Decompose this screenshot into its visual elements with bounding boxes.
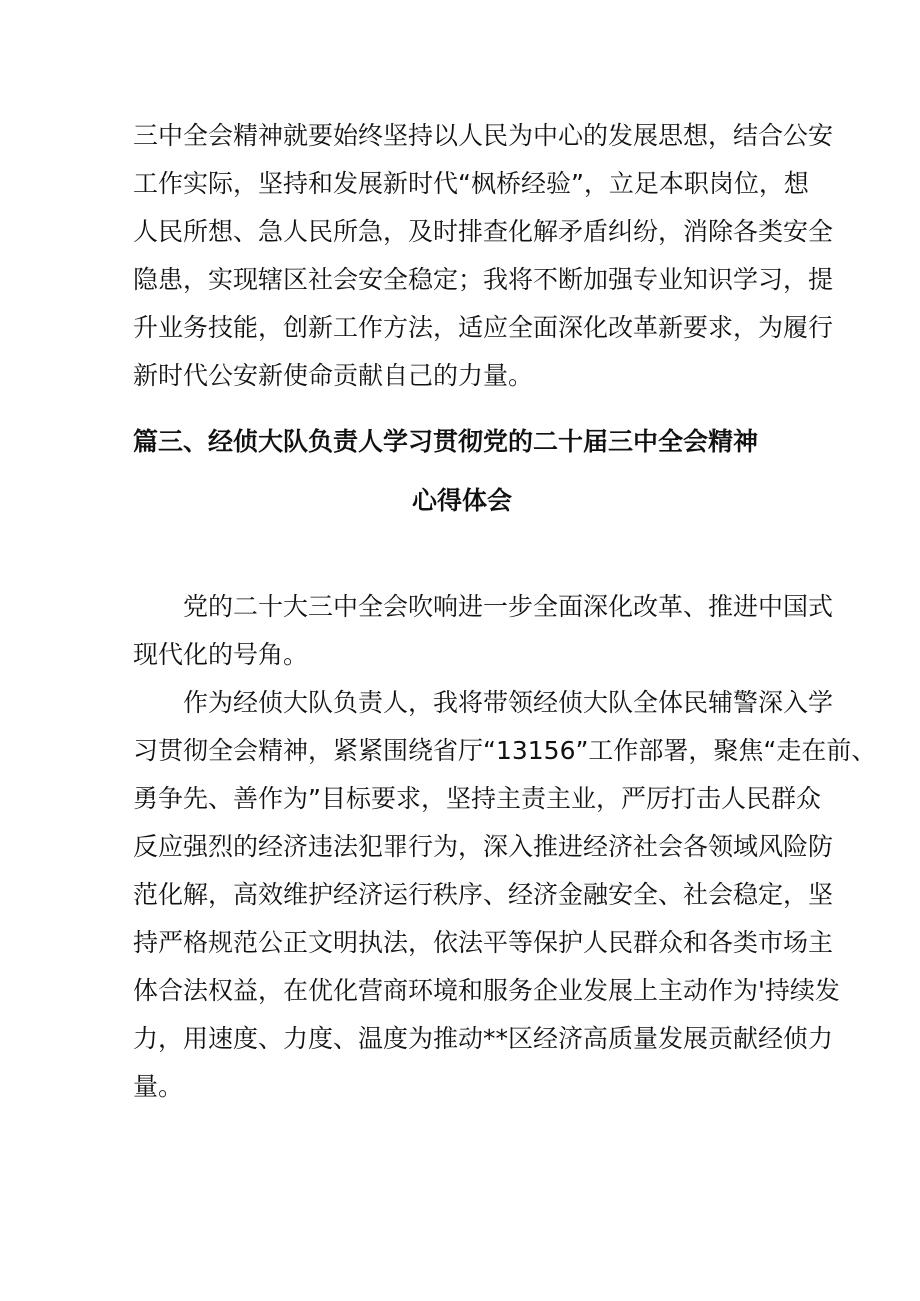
paragraph-line: 三中全会精神就要始终坚持以人民为中心的发展思想，结合公安: [133, 121, 834, 150]
paragraph-line: 力，用速度、力度、温度为推动**区经济高质量发展贡献经侦力: [133, 1024, 834, 1053]
paragraph-line: 量。: [133, 1072, 184, 1101]
paragraph-line: 持严格规范公正文明执法，依法平等保护人民群众和各类市场主: [133, 928, 834, 957]
section-heading-subtitle: 心得体会: [412, 486, 513, 515]
paragraph-line: 新时代公安新使命贡献自己的力量。: [133, 361, 534, 390]
paragraph-line: 作为经侦大队负责人，我将带领经侦大队全体民辅警深入学: [183, 688, 834, 717]
section-heading: 篇三、经侦大队负责人学习贯彻党的二十届三中全会精神: [133, 427, 759, 456]
paragraph-line: 党的二十大三中全会吹响进一步全面深化改革、推进中国式: [183, 592, 834, 621]
paragraph-line: 人民所想、急人民所急，及时排查化解矛盾纠纷，消除各类安全: [133, 217, 834, 246]
paragraph-line: 反应强烈的经济违法犯罪行为，深入推进经济社会各领域风险防: [133, 832, 834, 861]
paragraph-line: 工作实际，坚持和发展新时代“枫桥经验”，立足本职岗位，想: [133, 169, 809, 198]
paragraph-line: 升业务技能，创新工作方法，适应全面深化改革新要求，为履行: [133, 313, 834, 342]
intro-paragraph: [133, 112, 834, 400]
paragraph-line: 隐患，实现辖区社会安全稳定；我将不断加强专业知识学习，提: [133, 265, 834, 294]
paragraph-line: 习贯彻全会精神，紧紧围绕省厅“13156”工作部署，聚焦“走在前、: [133, 736, 877, 765]
paragraph-line: 体合法权益，在优化营商环境和服务企业发展上主动作为'持续发: [133, 976, 840, 1005]
paragraph-line: 现代化的号角。: [133, 640, 309, 669]
body-text: [133, 583, 877, 1111]
paragraph-line: 勇争先、善作为”目标要求，坚持主责主业，严厉打击人民群众: [133, 784, 821, 813]
paragraph-line: 范化解，高效维护经济运行秩序、经济金融安全、社会稳定，坚: [133, 880, 834, 909]
